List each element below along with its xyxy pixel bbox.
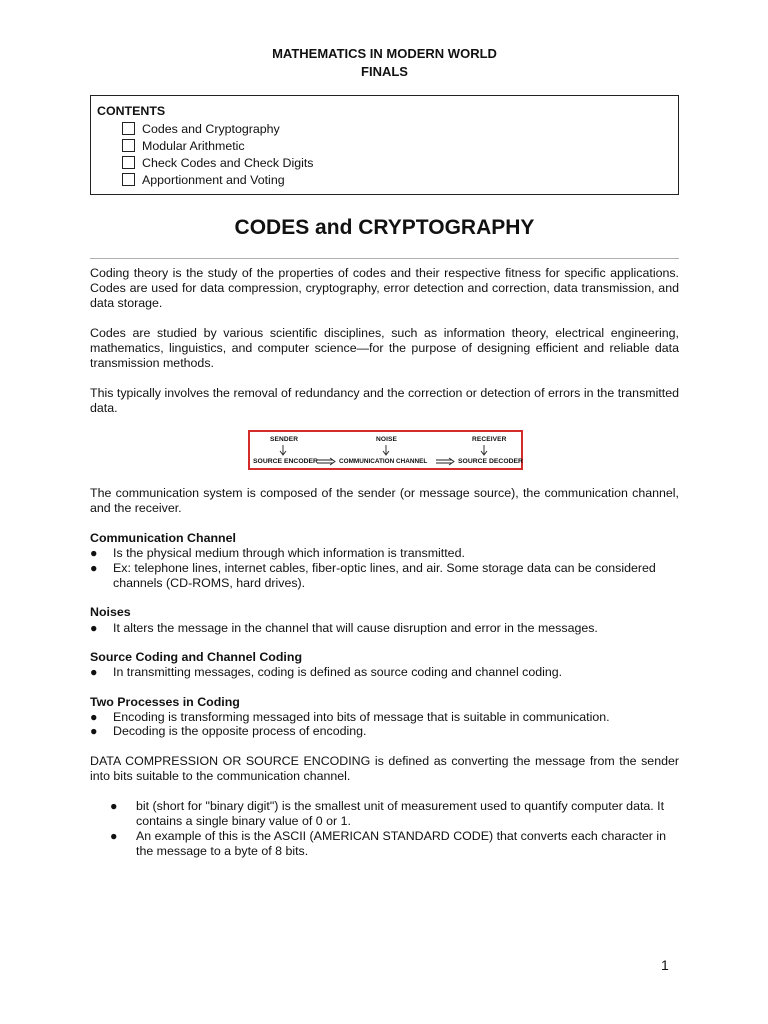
heading-noises: Noises xyxy=(90,605,131,619)
heading-source-coding: Source Coding and Channel Coding xyxy=(90,650,303,664)
diagram-label-source-decoder: SOURCE DECODER xyxy=(458,458,523,465)
checkbox-icon[interactable] xyxy=(122,173,135,186)
intro-paragraph-2: Codes are studied by various scientific disciplines, such as information theory, electrical engineering, mathematics, linguistics, and computer science—for the purpose of designing efficient and reliable data transmission methods. xyxy=(90,326,679,370)
contents-item[interactable]: Check Codes and Check Digits xyxy=(122,155,314,172)
bullet-icon: ● xyxy=(90,665,98,679)
contents-item[interactable]: Codes and Cryptography xyxy=(122,121,280,138)
heading-communication-channel: Communication Channel xyxy=(90,531,236,545)
diagram-label-source-encoder: SOURCE ENCODER xyxy=(253,458,318,465)
right-arrow-icon xyxy=(436,458,454,465)
contents-item[interactable]: Modular Arithmetic xyxy=(122,138,245,155)
bullet-icon: ● xyxy=(90,546,98,560)
bullet-icon: ● xyxy=(110,799,118,813)
course-title: MATHEMATICS IN MODERN WORLD xyxy=(272,46,497,61)
intro-paragraph-1: Coding theory is the study of the properties of codes and their respective fitness for specific applications. Codes are used for data compression, cryptography, error detection and correction, data transmission, and data storage. xyxy=(90,266,679,310)
communication-diagram xyxy=(248,430,523,470)
down-arrow-icon xyxy=(481,445,487,455)
page-number: 1 xyxy=(661,957,669,973)
system-paragraph: The communication system is composed of the sender (or message source), the communication channel, and the receiver. xyxy=(90,486,679,515)
contents-box xyxy=(90,95,679,195)
diagram-label-noise: NOISE xyxy=(376,436,398,443)
heading-two-processes: Two Processes in Coding xyxy=(90,695,240,709)
bullet-icon: ● xyxy=(90,724,98,738)
divider xyxy=(90,258,679,259)
contents-item[interactable]: Apportionment and Voting xyxy=(122,172,285,189)
contents-title: CONTENTS xyxy=(97,104,166,118)
document-header xyxy=(90,45,679,81)
checkbox-icon[interactable] xyxy=(122,122,135,135)
down-arrow-icon xyxy=(280,445,286,455)
down-arrow-icon xyxy=(383,445,389,455)
checkbox-icon[interactable] xyxy=(122,139,135,152)
bullet-icon: ● xyxy=(90,710,98,724)
data-compression-paragraph: DATA COMPRESSION OR SOURCE ENCODING is defined as converting the message from the sender into bits suitable to the communication channel. xyxy=(90,754,679,783)
exam-label: FINALS xyxy=(361,64,408,79)
bullet-icon: ● xyxy=(90,621,98,635)
diagram-label-receiver: RECEIVER xyxy=(472,436,507,443)
bullet-icon: ● xyxy=(90,561,98,575)
diagram-label-communication-channel: COMMUNICATION CHANNEL xyxy=(339,458,428,465)
intro-paragraph-3: This typically involves the removal of redundancy and the correction or detection of errors in the transmitted data. xyxy=(90,386,679,415)
diagram-label-sender: SENDER xyxy=(270,436,299,443)
checkbox-icon[interactable] xyxy=(122,156,135,169)
right-arrow-icon xyxy=(317,458,335,465)
bullet-icon: ● xyxy=(110,829,118,843)
section-title: CODES and CRYPTOGRAPHY xyxy=(234,216,535,239)
